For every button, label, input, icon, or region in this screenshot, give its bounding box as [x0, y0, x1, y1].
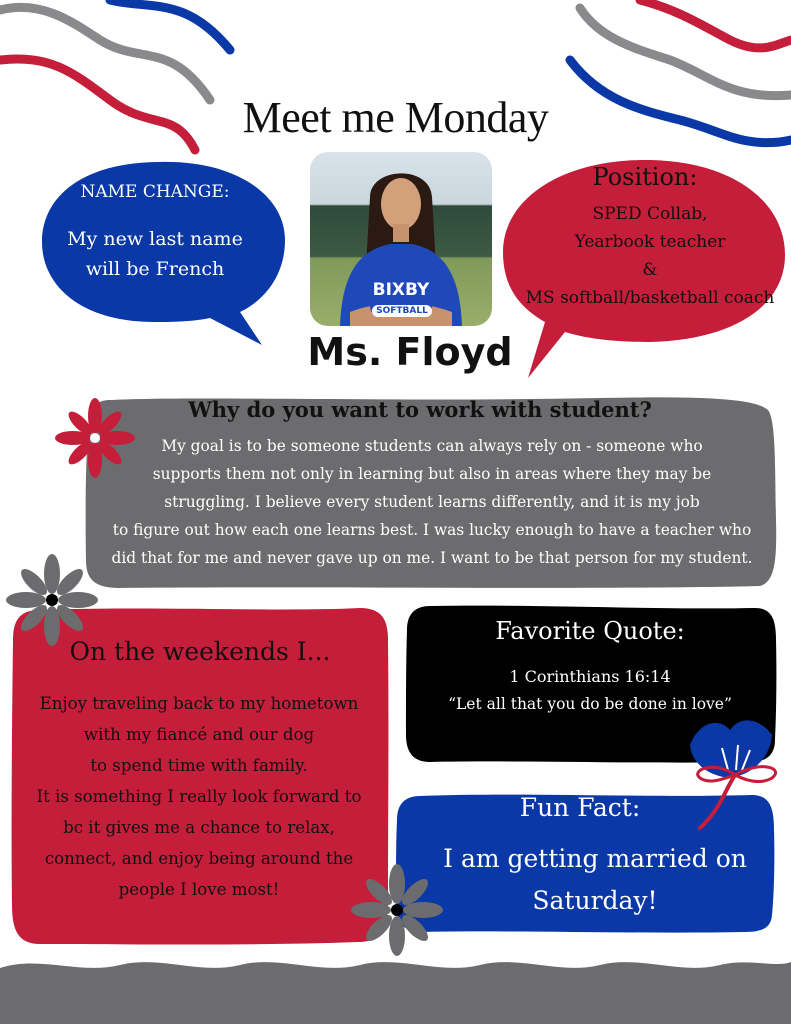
- position-line-3: &: [642, 260, 658, 280]
- quote-text: “Let all that you do be done in love”: [448, 695, 732, 713]
- why-title: Why do you want to work with student?: [188, 397, 652, 422]
- page-title: Meet me Monday: [242, 93, 549, 142]
- weekends-title: On the weekends I...: [69, 637, 331, 666]
- why-body: [92, 432, 772, 572]
- name-change-label: NAME CHANGE:: [80, 182, 230, 202]
- position-line-2: Yearbook teacher: [574, 232, 726, 252]
- why-line-4: to figure out how each one learns best. I was lucky enough to have a teacher who: [112, 521, 752, 539]
- weekends-line-5: bc it gives me a chance to relax,: [63, 818, 335, 837]
- quote-reference: 1 Corinthians 16:14: [509, 667, 671, 686]
- why-line-3: struggling. I believe every student learns differently, and it is my job: [164, 493, 700, 511]
- shirt-softball-text: SOFTBALL: [372, 305, 432, 317]
- shirt-logo-text: BIXBY: [372, 280, 430, 300]
- position-label: Position:: [592, 163, 698, 191]
- weekends-line-7: people I love most!: [118, 880, 280, 899]
- fun-fact-title: Fun Fact:: [519, 793, 641, 822]
- bottom-wave: [0, 962, 791, 1024]
- why-line-5: did that for me and never gave up on me. I want to be that person for my student.: [111, 549, 753, 567]
- weekends-line-1: Enjoy traveling back to my hometown: [39, 694, 359, 713]
- weekends-line-3: to spend time with family.: [90, 756, 308, 775]
- weekends-body: [18, 688, 380, 905]
- weekends-line-4: It is something I really look forward to: [36, 787, 362, 806]
- position-line-4: MS softball/basketball coach: [525, 288, 775, 308]
- name-change-line-2: will be French: [85, 258, 225, 280]
- weekends-line-6: connect, and enjoy being around the: [44, 849, 354, 868]
- position-line-1: SPED Collab,: [592, 204, 708, 224]
- fun-fact-body: [405, 838, 785, 922]
- squiggle-gray-top-left: [0, 7, 210, 100]
- name-change-body: [55, 224, 255, 284]
- fun-fact-line-1: I am getting married on: [443, 844, 747, 873]
- why-line-1: My goal is to be someone students can always rely on - someone who: [161, 437, 703, 455]
- why-line-2: supports them not only in learning but also in areas where they may be: [152, 465, 712, 483]
- name-change-line-1: My new last name: [67, 228, 243, 250]
- weekends-line-2: with my fiancé and our dog: [83, 725, 315, 744]
- teacher-photo: [310, 152, 492, 326]
- squiggle-red-top-right: [640, 0, 791, 48]
- squiggle-blue-top-left: [110, 0, 230, 50]
- position-body: [515, 200, 785, 312]
- fun-fact-line-2: Saturday!: [532, 886, 658, 915]
- teacher-name: Ms. Floyd: [307, 330, 513, 374]
- quote-title: Favorite Quote:: [495, 617, 685, 645]
